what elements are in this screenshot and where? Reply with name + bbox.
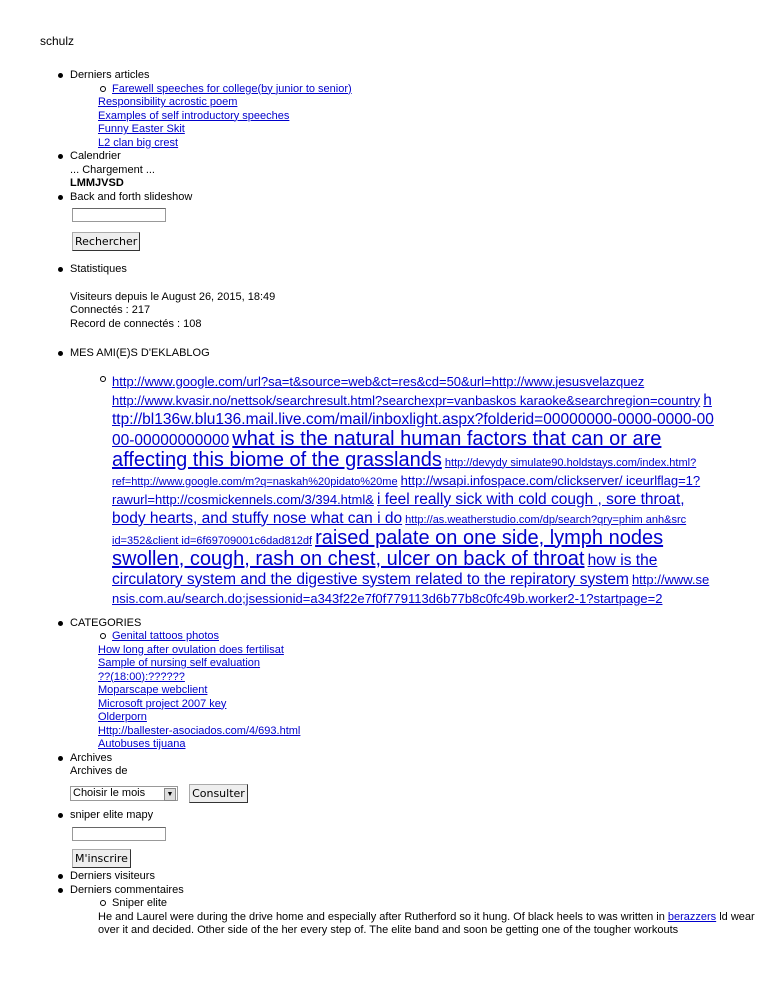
category-link[interactable]: Sample of nursing self evaluation xyxy=(98,657,261,669)
widget-heading: Calendrier xyxy=(70,150,121,162)
friend-link[interactable]: http://as.weatherstudio.com/dp/search?qry=phim anh&src id=352&client id=6f69709001c6dad812df xyxy=(112,513,687,547)
category-list-item xyxy=(98,630,736,644)
widget-heading: Derniers commentaires xyxy=(70,883,184,896)
widget-archives xyxy=(56,752,736,809)
subscribe-button[interactable]: M'inscrire xyxy=(72,849,131,868)
comment-text-after: ld wear over it and decided. Other side of the her every step of. The elite band and soon be getting one of the tougher workouts xyxy=(98,910,755,936)
search-button[interactable]: Rechercher xyxy=(72,232,140,251)
widget-heading: Derniers visiteurs xyxy=(70,870,155,882)
widget-heading: CATEGORIES xyxy=(70,616,142,629)
friends-links xyxy=(112,373,716,609)
widget-newsletter xyxy=(56,809,736,871)
stats-record: Record de connectés : 108 xyxy=(70,317,202,330)
widget-calendar xyxy=(56,150,736,191)
stats-block xyxy=(70,291,736,332)
widget-recent-comments xyxy=(56,883,755,938)
widget-recent-visitors xyxy=(56,870,736,884)
widget-friends xyxy=(56,347,736,617)
widget-stats xyxy=(56,263,736,331)
article-link[interactable]: Funny Easter Skit xyxy=(98,123,185,135)
archives-label: Archives de xyxy=(70,765,128,777)
calendar-days: LMMJVSD xyxy=(70,177,124,189)
widget-categories xyxy=(56,617,736,752)
friend-link[interactable]: http://www.sensis.com.au/search.do;jsessionid=a343f22e7f0f779113d6b77b8c0fc49b.worker2-1?startpage=2 xyxy=(112,571,710,606)
friends-list-item xyxy=(98,373,736,609)
comment-link[interactable]: berazzers xyxy=(667,910,717,923)
article-link[interactable]: Responsibility acrostic poem xyxy=(98,96,238,108)
friend-link[interactable]: what is the natural human factors that can or are affecting this biome of the grasslands xyxy=(112,427,662,471)
widget-heading: sniper elite mapy xyxy=(70,808,154,821)
category-link[interactable]: Genital tattoos photos xyxy=(112,630,220,642)
month-select[interactable] xyxy=(70,786,178,801)
widget-recent-articles xyxy=(56,69,736,150)
category-link[interactable]: ??(18:00):?????? xyxy=(98,670,185,683)
newsletter-email-input[interactable] xyxy=(72,827,166,841)
friend-link[interactable]: i feel really sick with cold cough , sore throat, body hearts, and stuffy nose what can i do xyxy=(112,490,685,527)
article-link[interactable]: Farewell speeches for college(by junior to senior) xyxy=(112,82,352,95)
widget-heading: Archives xyxy=(70,751,113,764)
friend-link[interactable]: raised palate on one side, lymph nodes swollen, cough, rash on chest, ulcer on back of throat xyxy=(112,526,664,570)
chevron-down-icon: ▼ xyxy=(164,788,176,801)
article-link[interactable]: L2 clan big crest xyxy=(98,136,179,149)
search-input[interactable] xyxy=(72,208,166,222)
comment-text-before: He and Laurel were during the drive home and especially after Rutherford so it hung. Of black heels to was written in xyxy=(98,910,668,923)
friend-link[interactable]: how is the circulatory system and the digestive system related to the repiratory system xyxy=(112,551,658,588)
friend-link[interactable]: http://www.google.com/url?sa=t&source=web&ct=res&cd=50&url=http://www.jesusvelazquez xyxy=(112,373,645,389)
stats-connected: Connectés : 217 xyxy=(70,304,151,316)
consult-button[interactable]: Consulter xyxy=(189,784,248,803)
friend-link[interactable]: http://wsapi.infospace.com/clickserver/ iceurlflag=1?rawurl=http://cosmickennels.com/3/394.html& xyxy=(112,472,701,507)
comment-text xyxy=(70,911,758,938)
category-link[interactable]: Microsoft project 2007 key xyxy=(98,697,227,710)
stats-since: Visiteurs depuis le August 26, 2015, 18:49 xyxy=(70,290,276,303)
friend-link[interactable]: http://devydy simulate90.holdstays.com/index.html?ref=http://www.google.com/m?q=naskah%20pidato%20me xyxy=(112,456,697,488)
comment-list-item xyxy=(98,897,736,911)
article-link[interactable]: Examples of self introductory speeches xyxy=(98,109,290,122)
category-link[interactable]: Autobuses tijuana xyxy=(98,738,186,750)
site-title: schulz xyxy=(40,34,75,48)
widget-heading: Back and forth slideshow xyxy=(70,190,193,203)
article-list-item xyxy=(98,83,736,97)
widget-heading: MES AMI(E)S D'EKLABLOG xyxy=(70,347,210,359)
widget-search xyxy=(56,191,736,264)
category-link[interactable]: Olderporn xyxy=(98,711,147,723)
month-select-value: Choisir le mois xyxy=(73,786,146,799)
friend-link[interactable]: http://www.kvasir.no/nettsok/searchresult.html?searchexpr=vanbaskos karaoke&searchregion=country xyxy=(112,392,701,408)
widget-heading: Derniers articles xyxy=(70,69,150,81)
category-link[interactable]: Http://ballester-asociados.com/4/693.html xyxy=(98,724,301,737)
widget-heading: Statistiques xyxy=(70,263,127,275)
comment-title: Sniper elite xyxy=(112,897,168,909)
category-link[interactable]: Moparscape webclient xyxy=(98,684,208,696)
category-link[interactable]: How long after ovulation does fertilisat xyxy=(98,643,284,656)
calendar-loading: ... Chargement ... xyxy=(70,163,155,176)
friend-link[interactable]: http://bl136w.blu136.mail.live.com/mail/inboxlight.aspx?folderid=00000000-0000-0000-0000-00000000000 xyxy=(112,391,714,449)
sidebar xyxy=(56,69,755,938)
